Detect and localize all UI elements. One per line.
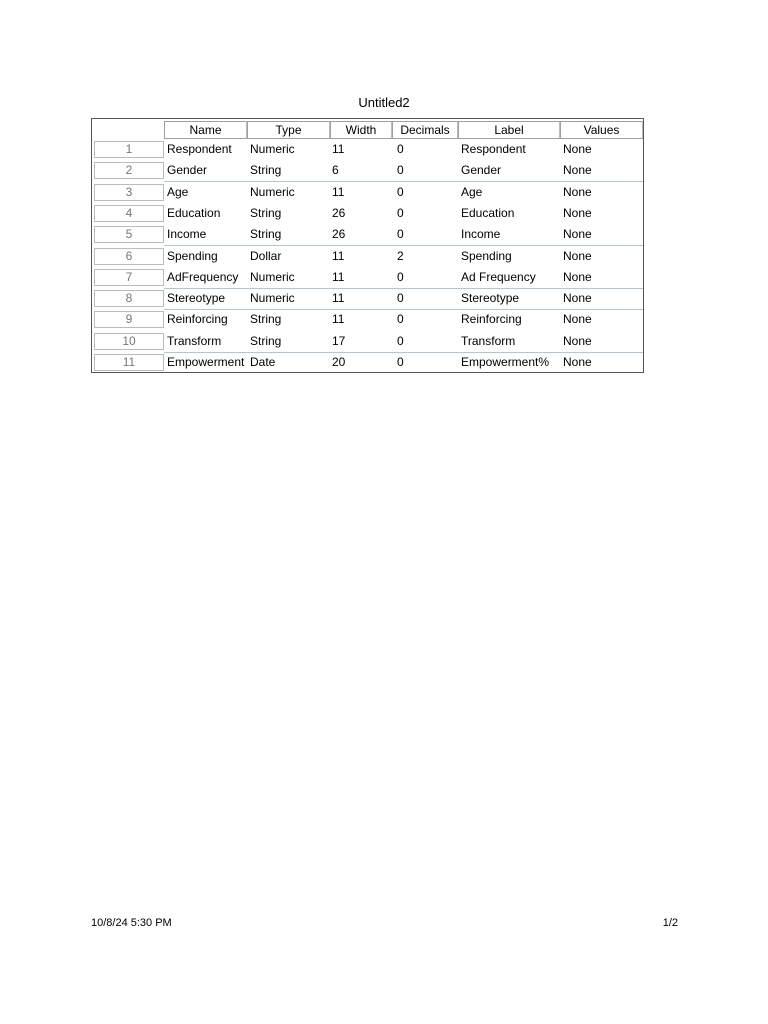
cell-width[interactable]: 11 bbox=[332, 142, 345, 156]
cell-name[interactable]: Income bbox=[167, 227, 207, 242]
cell-values[interactable]: None bbox=[563, 227, 592, 242]
table-row[interactable] bbox=[92, 288, 643, 309]
cell-label[interactable]: Ad Frequency bbox=[461, 269, 536, 284]
column-header-name[interactable]: Name bbox=[164, 121, 247, 139]
cell-decimals[interactable]: 0 bbox=[397, 227, 404, 242]
cell-label[interactable]: Education bbox=[461, 205, 515, 220]
cell-type[interactable]: Date bbox=[250, 355, 276, 369]
row-number[interactable]: 1 bbox=[94, 141, 164, 158]
row-number[interactable]: 3 bbox=[94, 184, 164, 201]
row-number[interactable]: 8 bbox=[94, 290, 164, 307]
column-header-label[interactable]: Label bbox=[458, 121, 560, 139]
cell-decimals[interactable]: 0 bbox=[397, 312, 404, 327]
cell-name[interactable]: Education bbox=[167, 205, 221, 220]
cell-name[interactable]: Empowerment bbox=[167, 355, 245, 369]
cell-width[interactable]: 6 bbox=[332, 163, 339, 178]
row-number[interactable]: 10 bbox=[94, 333, 164, 350]
row-group-separator bbox=[164, 288, 643, 289]
cell-label[interactable]: Stereotype bbox=[461, 291, 520, 306]
cell-type[interactable]: String bbox=[250, 333, 282, 348]
cell-name[interactable]: Gender bbox=[167, 163, 208, 178]
cell-name[interactable]: Respondent bbox=[167, 142, 232, 156]
cell-width[interactable]: 20 bbox=[332, 355, 346, 369]
cell-decimals[interactable]: 0 bbox=[397, 142, 404, 156]
cell-values[interactable]: None bbox=[563, 269, 592, 284]
cell-type[interactable]: String bbox=[250, 205, 282, 220]
row-number[interactable]: 11 bbox=[94, 354, 164, 371]
cell-type[interactable]: Numeric bbox=[250, 291, 295, 306]
row-number[interactable]: 6 bbox=[94, 248, 164, 265]
cell-width[interactable]: 11 bbox=[332, 248, 345, 263]
cell-name[interactable]: Spending bbox=[167, 248, 218, 263]
cell-label[interactable]: Respondent bbox=[461, 142, 526, 156]
table-row[interactable] bbox=[92, 203, 643, 224]
cell-values[interactable]: None bbox=[563, 312, 592, 327]
cell-width[interactable]: 11 bbox=[332, 269, 345, 284]
cell-width[interactable]: 26 bbox=[332, 227, 346, 242]
page-number: 1/2 bbox=[662, 917, 678, 929]
cell-type[interactable]: String bbox=[250, 227, 282, 242]
cell-width[interactable]: 11 bbox=[332, 312, 345, 327]
cell-decimals[interactable]: 0 bbox=[397, 269, 404, 284]
cell-values[interactable]: None bbox=[563, 163, 592, 178]
cell-type[interactable]: Dollar bbox=[250, 248, 282, 263]
cell-label[interactable]: Empowerment% bbox=[461, 355, 550, 369]
cell-values[interactable]: None bbox=[563, 142, 592, 156]
cell-width[interactable]: 11 bbox=[332, 184, 345, 199]
cell-name[interactable]: AdFrequency bbox=[167, 269, 239, 284]
cell-width[interactable]: 26 bbox=[332, 205, 346, 220]
cell-name[interactable]: Age bbox=[167, 184, 189, 199]
table-row[interactable] bbox=[92, 309, 643, 330]
cell-label[interactable]: Spending bbox=[461, 248, 512, 263]
cell-decimals[interactable]: 0 bbox=[397, 163, 404, 178]
table-row[interactable] bbox=[92, 267, 643, 288]
row-group-separator bbox=[164, 181, 643, 182]
cell-label[interactable]: Income bbox=[461, 227, 501, 242]
cell-values[interactable]: None bbox=[563, 333, 592, 348]
cell-decimals[interactable]: 0 bbox=[397, 291, 404, 306]
cell-label[interactable]: Transform bbox=[461, 333, 516, 348]
variable-view-table bbox=[91, 118, 644, 373]
cell-values[interactable]: None bbox=[563, 248, 592, 263]
cell-type[interactable]: String bbox=[250, 163, 282, 178]
table-row[interactable] bbox=[92, 246, 643, 267]
cell-name[interactable]: Transform bbox=[167, 333, 222, 348]
cell-decimals[interactable]: 0 bbox=[397, 355, 404, 369]
column-header-decimals[interactable]: Decimals bbox=[392, 121, 458, 139]
cell-name[interactable]: Stereotype bbox=[167, 291, 226, 306]
cell-width[interactable]: 11 bbox=[332, 291, 345, 306]
row-number[interactable]: 7 bbox=[94, 269, 164, 286]
cell-name[interactable]: Reinforcing bbox=[167, 312, 228, 327]
row-number[interactable]: 9 bbox=[94, 311, 164, 328]
cell-type[interactable]: String bbox=[250, 312, 282, 327]
cell-label[interactable]: Age bbox=[461, 184, 483, 199]
cell-width[interactable]: 17 bbox=[332, 333, 346, 348]
table-row[interactable] bbox=[92, 182, 643, 203]
cell-values[interactable]: None bbox=[563, 184, 592, 199]
row-group-separator bbox=[164, 245, 643, 246]
cell-type[interactable]: Numeric bbox=[250, 269, 295, 284]
row-number[interactable]: 2 bbox=[94, 162, 164, 179]
cell-type[interactable]: Numeric bbox=[250, 184, 295, 199]
table-row[interactable] bbox=[92, 160, 643, 181]
row-group-separator bbox=[164, 309, 643, 310]
row-group-separator bbox=[164, 352, 643, 353]
page-title: Untitled2 bbox=[358, 95, 410, 110]
row-number[interactable]: 4 bbox=[94, 205, 164, 222]
table-row[interactable] bbox=[92, 352, 643, 373]
row-number[interactable]: 5 bbox=[94, 226, 164, 243]
cell-label[interactable]: Reinforcing bbox=[461, 312, 522, 327]
cell-decimals[interactable]: 0 bbox=[397, 184, 404, 199]
print-timestamp: 10/8/24 5:30 PM bbox=[91, 917, 172, 929]
cell-decimals[interactable]: 2 bbox=[397, 248, 404, 263]
cell-decimals[interactable]: 0 bbox=[397, 333, 404, 348]
table-row[interactable] bbox=[92, 139, 643, 160]
column-header-values[interactable]: Values bbox=[560, 121, 643, 139]
cell-values[interactable]: None bbox=[563, 205, 592, 220]
cell-values[interactable]: None bbox=[563, 291, 592, 306]
table-row[interactable] bbox=[92, 331, 643, 352]
cell-label[interactable]: Gender bbox=[461, 163, 502, 178]
cell-type[interactable]: Numeric bbox=[250, 142, 295, 156]
cell-decimals[interactable]: 0 bbox=[397, 205, 404, 220]
table-row[interactable] bbox=[92, 224, 643, 245]
cell-values[interactable]: None bbox=[563, 355, 592, 369]
column-header-width[interactable]: Width bbox=[330, 121, 392, 139]
column-header-type[interactable]: Type bbox=[247, 121, 330, 139]
